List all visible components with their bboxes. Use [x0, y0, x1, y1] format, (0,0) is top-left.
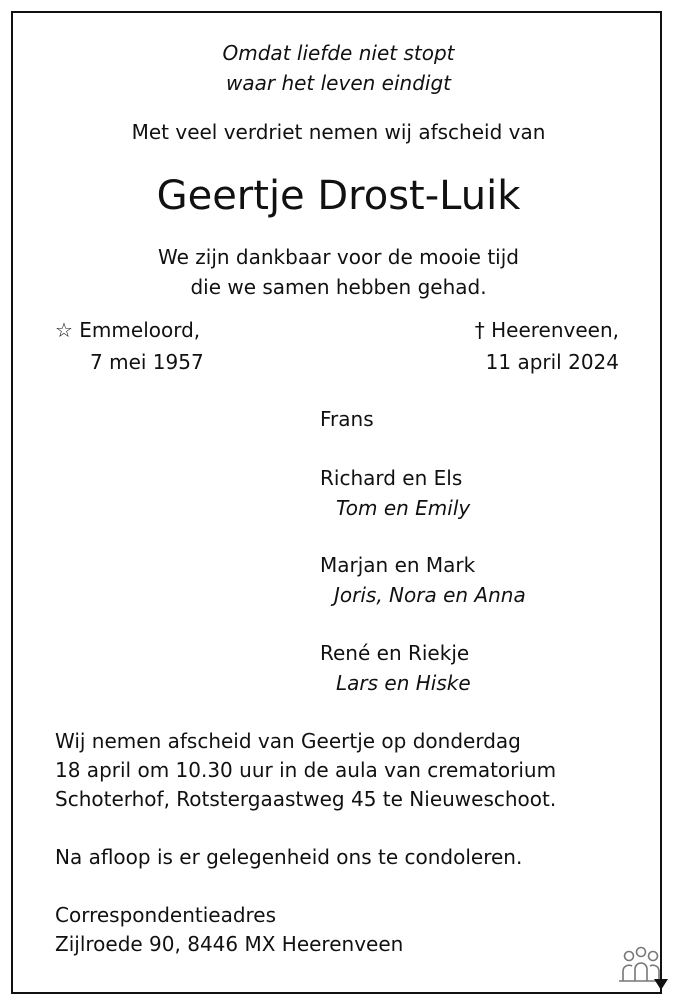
motto-line-2: waar het leven eindigt	[226, 71, 451, 95]
death-place: Heerenveen,	[491, 318, 619, 342]
gratitude-line-1: We zijn dankbaar voor de mooie tijd	[158, 245, 519, 269]
family-children: Joris, Nora en Anna	[334, 583, 526, 607]
cross-icon: †	[474, 318, 485, 342]
death-date: 11 april 2024	[485, 350, 619, 374]
deceased-name: Geertje Drost-Luik	[156, 173, 521, 219]
birth-place-row	[55, 318, 200, 342]
family-member-name: Frans	[320, 407, 374, 431]
family-children: Lars en Hiske	[336, 671, 471, 695]
ceremony-line-3: Schoterhof, Rotstergaastweg 45 te Nieuweschoot.	[55, 787, 557, 811]
correspondence-label: Correspondentieadres	[55, 903, 277, 927]
ceremony-line-2: 18 april om 10.30 uur in de aula van crematorium	[55, 758, 557, 782]
family-member-name: René en Riekje	[320, 641, 470, 665]
birth-place: Emmeloord,	[79, 318, 201, 342]
family-member-name: Marjan en Mark	[320, 553, 476, 577]
star-icon: ☆	[55, 318, 73, 342]
gratitude-line-2: die we samen hebben gehad.	[190, 275, 487, 299]
intro-text: Met veel verdriet nemen wij afscheid van	[131, 120, 546, 144]
condolence-text: Na afloop is er gelegenheid ons te condoleren.	[55, 845, 523, 869]
family-children: Tom en Emily	[336, 496, 471, 520]
motto-line-1: Omdat liefde niet stopt	[222, 41, 455, 65]
dropdown-arrow-icon[interactable]	[654, 979, 668, 990]
birth-date: 7 mei 1957	[90, 350, 204, 374]
family-member-name: Richard en Els	[320, 466, 463, 490]
correspondence-address: Zijlroede 90, 8446 MX Heerenveen	[55, 932, 404, 956]
ceremony-line-1: Wij nemen afscheid van Geertje op donderdag	[55, 729, 521, 753]
death-place-row	[475, 318, 619, 342]
